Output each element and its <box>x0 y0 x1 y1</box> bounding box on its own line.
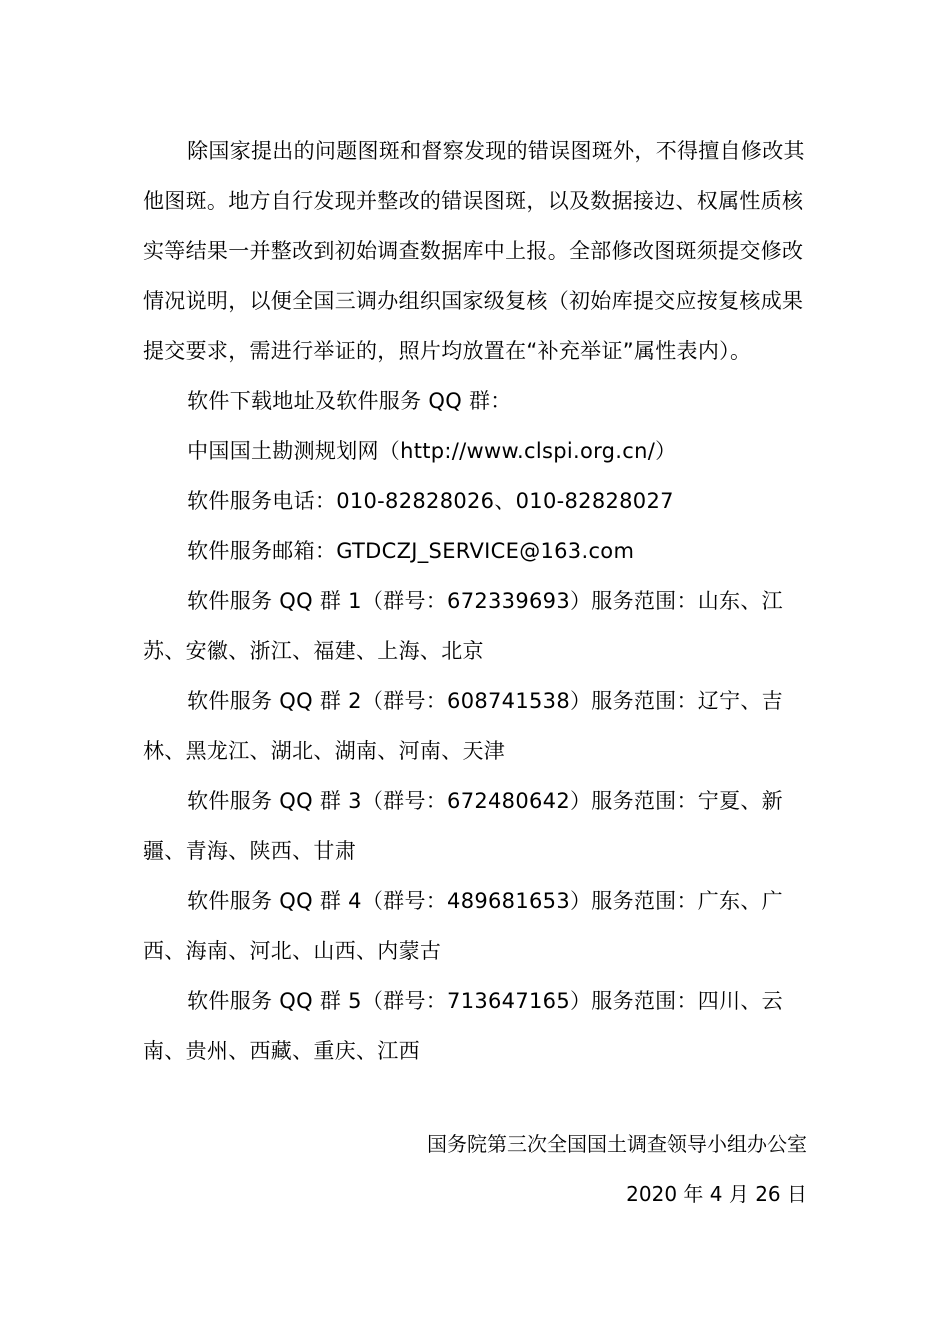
paragraph-phone: 软件服务电话：010-82828026、010-82828027 <box>187 489 674 513</box>
paragraph-website: 中国国土勘测规划网（http://www.clspi.org.cn/） <box>187 439 677 463</box>
paragraph-software-intro: 软件下载地址及软件服务 QQ 群： <box>187 389 512 413</box>
paragraph-qq-group-4: 软件服务 QQ 群 4（群号：489681653）服务范围：广东、广西、海南、河北、山西、内蒙古 <box>143 889 783 963</box>
paragraph-qq-group-1: 软件服务 QQ 群 1（群号：672339693）服务范围：山东、江苏、安徽、浙江、福建、上海、北京 <box>143 589 783 663</box>
paragraph-qq-group-2: 软件服务 QQ 群 2（群号：608741538）服务范围：辽宁、吉林、黑龙江、湖北、湖南、河南、天津 <box>143 689 783 763</box>
paragraph-qq-group-3: 软件服务 QQ 群 3（群号：672480642）服务范围：宁夏、新疆、青海、陕西、甘肃 <box>143 789 783 863</box>
issuer-name: 国务院第三次全国国土调查领导小组办公室 <box>427 1132 807 1156</box>
signature-block <box>427 1119 807 1219</box>
issue-date: 2020 年 4 月 26 日 <box>626 1182 807 1206</box>
paragraph-modification-rules: 除国家提出的问题图斑和督察发现的错误图斑外，不得擅自修改其他图斑。地方自行发现并整改的错误图斑，以及数据接边、权属性质核实等结果一并整改到初始调查数据库中上报。全部修改图斑须提交修改情况说明，以便全国三调办组织国家级复核（初始库提交应按复核成果提交要求，需进行举证的，照片均放置在“补充举证”属性表内）。 <box>143 139 805 363</box>
paragraph-email: 软件服务邮箱：GTDCZJ_SERVICE@163.com <box>187 539 635 563</box>
document-body <box>143 126 807 1076</box>
paragraph-qq-group-5: 软件服务 QQ 群 5（群号：713647165）服务范围：四川、云南、贵州、西藏、重庆、江西 <box>143 989 783 1063</box>
